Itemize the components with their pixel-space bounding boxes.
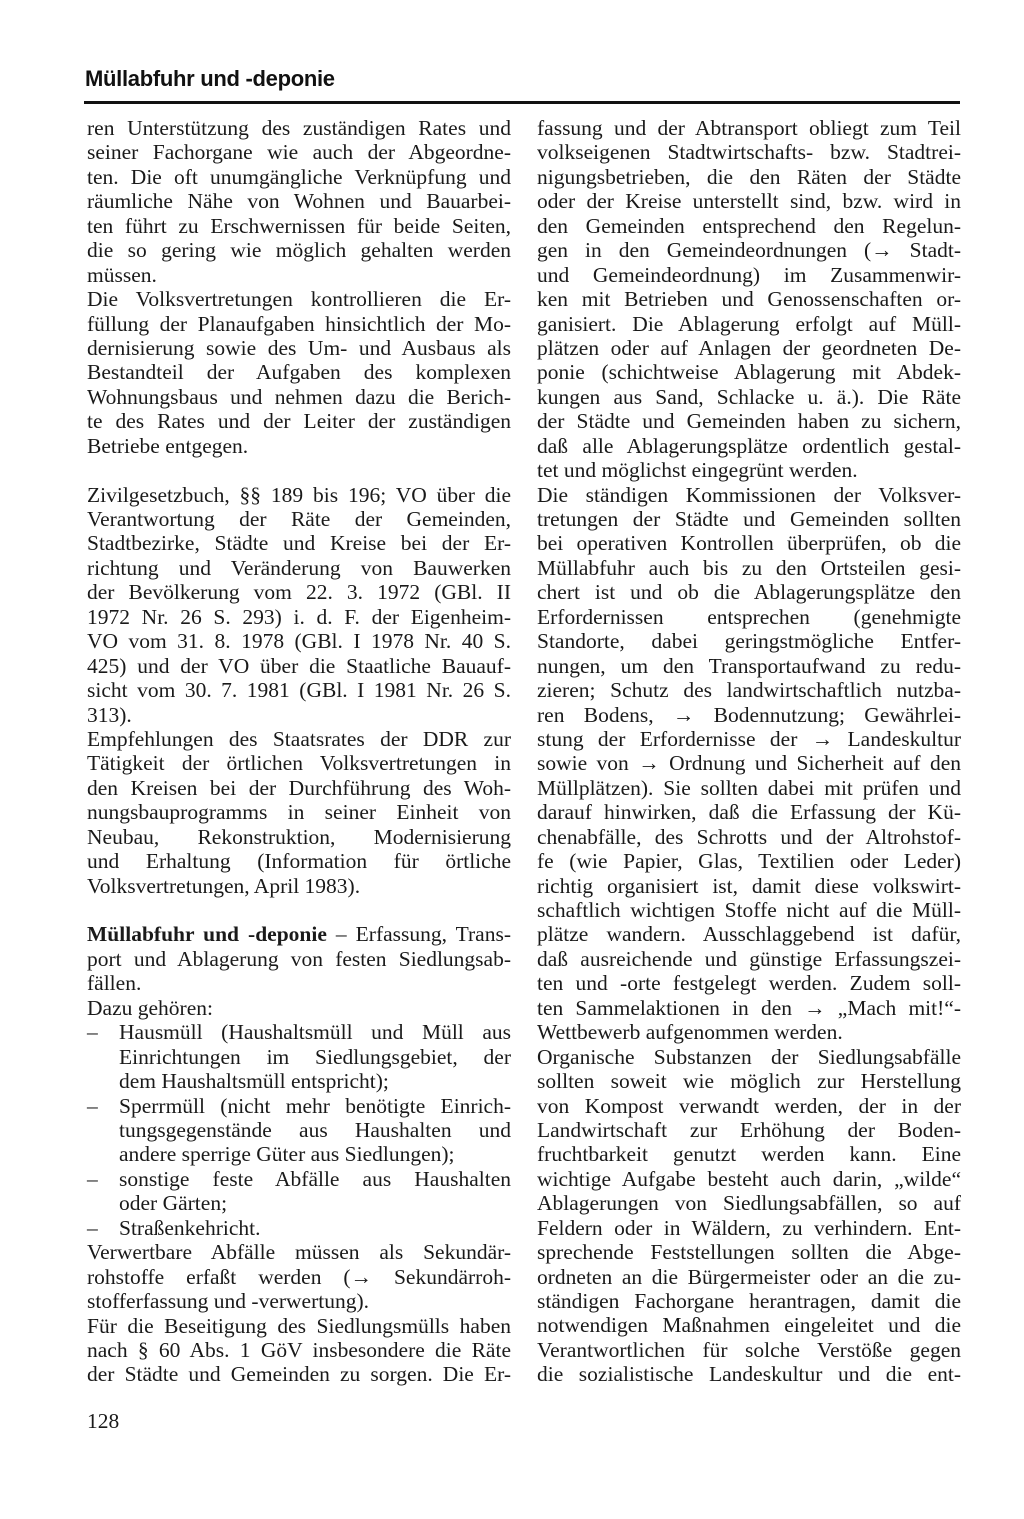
list-item <box>87 1216 511 1240</box>
text-line: nach § 60 Abs. 1 GöV insbesondere die Räte <box>87 1337 511 1362</box>
page-number: 128 <box>87 1409 120 1433</box>
text-line: sowie von → Ordnung und Sicherheit auf den <box>537 751 961 776</box>
text-line: bei operativen Kontrollen überprüfen, ob die <box>537 531 961 556</box>
text-line: nungen, um den Transportaufwand zu redu- <box>537 653 961 678</box>
text-line: dernisierung sowie des Um- und Ausbaus als <box>87 335 511 360</box>
text-line: Hausmüll (Haushaltsmüll und Müll aus <box>119 1020 511 1045</box>
text-line: Betriebe entgegen. <box>87 433 249 458</box>
text-line: chert ist und ob die Ablagerungsplätze den <box>537 580 961 605</box>
text-line: plätzen oder auf Anlagen der geordneten De- <box>537 335 961 360</box>
text-line: müssen. <box>87 262 157 287</box>
text-line: Feldern oder in Wäldern, zu verhindern. Ent- <box>537 1215 961 1240</box>
paragraph-commissions <box>537 483 961 1045</box>
list-dash: – <box>87 1020 98 1045</box>
text-line: richtig organisiert ist, damit diese volkswirt- <box>537 873 961 898</box>
text-line: Ablagerungen von Siedlungsabfällen, so auf <box>537 1191 961 1216</box>
text-line: 313). <box>87 702 132 727</box>
text-line: fällen. <box>87 971 142 996</box>
text-line: Landwirtschaft zur Erhöhung der Boden- <box>537 1117 961 1142</box>
text-line: Organische Substanzen der Siedlungsabfälle <box>537 1044 961 1069</box>
paragraph-intro <box>87 116 511 287</box>
text-line: ren Unterstützung des zuständigen Rates und <box>87 116 511 140</box>
running-header <box>84 64 960 104</box>
text-line: ken mit Betrieben und Genossenschaften or- <box>537 287 961 312</box>
entry-headword: Müllabfuhr und -deponie <box>87 922 327 947</box>
text-line: tretungen der Städte und Gemeinden sollten <box>537 507 961 531</box>
text-line: ten. Die oft unumgängliche Verknüpfung und <box>87 164 511 189</box>
text-line: Wettbewerb aufgenommen werden. <box>537 1020 843 1045</box>
text-line: tet und möglichst eingegrünt werden. <box>537 458 858 483</box>
text-line: stofferfassung und -verwertung). <box>87 1289 370 1314</box>
text-line: te des Rates und der Leiter der zuständigen <box>87 409 511 434</box>
text-line: Verantwortung der Räte der Gemeinden, <box>87 507 511 531</box>
text-line: VO vom 31. 8. 1978 (GBl. I 1978 Nr. 40 S. <box>87 629 511 654</box>
list-intro: Dazu gehören: <box>87 995 213 1020</box>
text-line: ordneten an die Bürgermeister oder an die zu- <box>537 1264 961 1289</box>
text-line: Verwertbare Abfälle müssen als Sekundär- <box>87 1240 511 1265</box>
text-line: daß ausreichende und günstige Erfassungszei- <box>537 946 961 971</box>
paragraph-gap <box>87 458 511 482</box>
text-line: Volksvertretungen, April 1983). <box>87 873 361 898</box>
text-line: den Kreisen bei der Durchführung des Woh- <box>87 775 511 800</box>
text-line: Neubau, Rekonstruktion, Modernisierung <box>87 824 511 849</box>
text-line: räumliche Nähe von Wohnen und Bauarbei- <box>87 189 511 214</box>
text-line: die sozialistische Landeskultur und die ent- <box>537 1362 961 1387</box>
text-line: sicht vom 30. 7. 1981 (GBl. I 1981 Nr. 26 S. <box>87 678 511 703</box>
text-line: daß alle Ablagerungsplätze ordentlich gestal- <box>537 433 961 458</box>
text-line: Die ständigen Kommissionen der Volksver- <box>537 482 961 507</box>
text-line: plätze wandern. Ausschlaggebend ist dafür, <box>537 922 961 947</box>
text-line: der Städte und Gemeinden zu sorgen. Die Er- <box>87 1362 511 1387</box>
text-line: und Gemeindeordnung) im Zusammenwir- <box>537 262 961 287</box>
entry-first-line <box>87 922 511 946</box>
text-line: Wohnungsbaus und nehmen dazu die Berich- <box>87 384 511 409</box>
text-line: darauf hinwirken, daß die Erfassung der Kü- <box>537 800 961 825</box>
text-line: der Städte und Gemeinden haben zu sichern, <box>537 409 961 434</box>
text-line: Sperrmüll (nicht mehr benötigte Einrich- <box>119 1093 511 1118</box>
paragraph-gap <box>87 898 511 922</box>
text-line: sprechende Feststellungen sollten die Abge- <box>537 1240 961 1265</box>
text-line: nigungsbetrieben, die den Räten der Städte <box>537 164 961 189</box>
text-line: fruchtbarkeit genutzt werden kann. Eine <box>537 1142 961 1167</box>
text-line: Bestandteil der Aufgaben des komplexen <box>87 360 511 385</box>
text-line: port und Ablagerung von festen Siedlungsab- <box>87 946 511 971</box>
text-line: ponie (schichtweise Ablagerung mit Abdek- <box>537 360 961 385</box>
text-line: und Erhaltung (Information für örtliche <box>87 849 511 874</box>
text-line: Für die Beseitigung des Siedlungsmülls haben <box>87 1313 511 1338</box>
text-line: kungen aus Sand, Schlacke u. ä.). Die Räte <box>537 384 961 409</box>
list-dash: – <box>87 1093 98 1118</box>
text-line: notwendigen Maßnahmen eingeleitet und die <box>537 1313 961 1338</box>
text-line: von Kompost verwandt werden, der in der <box>537 1093 961 1118</box>
text-line: Erfordernissen entsprechen (genehmigte <box>537 604 961 629</box>
text-line: ren Bodens, → Bodennutzung; Gewährlei- <box>537 702 961 727</box>
text-line: 425) und der VO über die Staatliche Bauauf- <box>87 653 511 678</box>
text-line: Müllabfuhr auch bis zu den Ortsteilen gesi- <box>537 555 961 580</box>
text-line: tungsgegenstände aus Haushalten und <box>119 1117 511 1142</box>
text-line: ten und -orte festgelegt werden. Zudem soll- <box>537 971 961 996</box>
running-header-title: Müllabfuhr und -deponie <box>85 66 335 91</box>
text-line: fassung und der Abtransport obliegt zum Teil <box>537 116 961 140</box>
text-line: gen in den Gemeindeordnungen (→ Stadt- <box>537 238 961 263</box>
text-line: oder Gärten; <box>119 1191 228 1216</box>
text-line: richtung und Veränderung von Bauwerken <box>87 555 511 580</box>
paragraph-recycling <box>87 1240 511 1313</box>
text-line: Empfehlungen des Staatsrates der DDR zur <box>87 726 511 751</box>
text-line: Einrichtungen im Siedlungsgebiet, der <box>119 1044 511 1069</box>
text-line: Tätigkeit der örtlichen Volksvertretungen in <box>87 751 511 776</box>
text-line: fe (wie Papier, Glas, Textilien oder Leder) <box>537 849 961 874</box>
text-line: schaftlich wichtigen Stoffe nicht auf die Müll- <box>537 898 961 922</box>
list-item <box>87 1020 511 1044</box>
paragraph-references <box>87 483 511 727</box>
list-item <box>87 1094 511 1118</box>
list-dash: – <box>87 1215 98 1240</box>
text-line: Standorte, dabei geringstmögliche Entfer- <box>537 629 961 654</box>
text-line: rohstoffe erfaßt werden (→ Sekundärroh- <box>87 1264 511 1289</box>
entry-definition-start: – Erfassung, Trans- <box>326 922 511 947</box>
text-line: zieren; Schutz des landwirtschaftlich nutzba- <box>537 678 961 703</box>
right-column <box>537 116 961 1387</box>
text-line: ständigen Fachorgane herantragen, damit die <box>537 1289 961 1313</box>
text-line: ten Sammelaktionen in den → „Mach mit!“- <box>537 995 961 1020</box>
paragraph-recommendations <box>87 727 511 898</box>
waste-types-list <box>87 1020 511 1240</box>
text-line: die so gering wie möglich gehalten werden <box>87 238 511 263</box>
text-line: 1972 Nr. 26 S. 293) i. d. F. der Eigenheim- <box>87 604 511 629</box>
list-item <box>87 1167 511 1191</box>
text-line: Verantwortlichen für solche Verstöße gegen <box>537 1337 961 1362</box>
text-line: ganisiert. Die Ablagerung erfolgt auf Müll- <box>537 311 961 336</box>
text-line: Die Volksvertretungen kontrollieren die Er- <box>87 287 511 312</box>
text-line: Zivilgesetzbuch, §§ 189 bis 196; VO über die <box>87 482 511 507</box>
text-line: Müllplätzen). Sie sollten dabei mit prüfen und <box>537 775 961 800</box>
text-line: volkseigenen Stadtwirtschafts- bzw. Stadtrei- <box>537 140 961 165</box>
text-line: dem Haushaltsmüll entspricht); <box>119 1069 389 1094</box>
text-line: oder der Kreise unterstellt sind, bzw. wird in <box>537 189 961 214</box>
paragraph-control <box>87 287 511 458</box>
text-line: Stadtbezirke, Städte und Kreise bei der Er- <box>87 531 511 556</box>
text-line: chenabfälle, des Schrotts und der Altrohstof- <box>537 824 961 849</box>
text-line: seiner Fachorgane wie auch der Abgeordne- <box>87 140 511 165</box>
paragraph-organic <box>537 1045 961 1387</box>
text-line: sollten soweit wie möglich zur Herstellung <box>537 1069 961 1094</box>
text-line: füllung der Planaufgaben hinsichtlich der Mo- <box>87 311 511 336</box>
text-line: der Bevölkerung vom 22. 3. 1972 (GBl. II <box>87 580 511 605</box>
left-column <box>87 116 511 1387</box>
text-line: stung der Erfordernisse der → Landeskultur <box>537 726 961 751</box>
text-line: wichtige Aufgabe besteht auch darin, „wilde“ <box>537 1166 961 1191</box>
dictionary-entry <box>87 922 511 1386</box>
text-line: Straßenkehricht. <box>119 1215 261 1240</box>
text-line: den Gemeinden entsprechend den Regelun- <box>537 213 961 238</box>
text-line: nungsbauprogramms in seiner Einheit von <box>87 800 511 825</box>
list-dash: – <box>87 1166 98 1191</box>
paragraph-continuation <box>537 116 961 483</box>
text-line: ten führt zu Erschwernissen für beide Seiten, <box>87 213 511 238</box>
text-line: sonstige feste Abfälle aus Haushalten <box>119 1166 511 1191</box>
text-line: andere sperrige Güter aus Siedlungen); <box>119 1142 455 1167</box>
paragraph-removal <box>87 1314 511 1387</box>
